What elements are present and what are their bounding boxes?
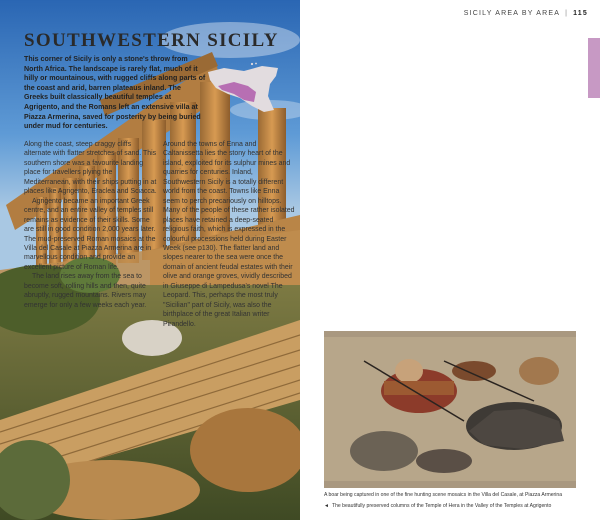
body-column-left [24, 140, 157, 310]
running-head-divider: | [565, 10, 569, 17]
photo-caption [324, 503, 594, 509]
boar-hunt-mosaic [324, 331, 576, 488]
island-dot [255, 63, 257, 65]
body-paragraph: Around the towns of Enna and Caltanissetta lies the stony heart of the island, exploited for its sulphur mines and quarries for centuries. Inland, Southwestern Sicily is a totally different world from the coast. Towns like Enna seem to perch precariously on hilltops. Many of the people of these rather isolated places have retained a deep-seated religious faith, which is expressed in the colourful processions held during Easter Week (see p130). The flatter land and slopes nearer to the sea were once the domain of ancient feudal estates with their olive and orange groves, vividly described in Giuseppe di Lampedusa's novel The Leopard. This, perhaps the most truly "Sicilian" part of Sicily, was also the birthplace of the great Italian writer Pirandello. [163, 141, 295, 328]
aeolian-islands [251, 63, 253, 65]
left-arrow-icon: ◄ [324, 503, 329, 509]
page-title: SOUTHWESTERN SICILY [24, 30, 279, 51]
intro-paragraph: This corner of Sicily is only a stone's throw from North Africa. The landscape is rarely flat, much of it hilly or mountainous, with rugged cliffs along parts of the coast and arid, barren plateaus inland. The Greeks built classically beautiful temples at Agrigento, and the Romans left an extensive villa at Piazza Armerina, saved for posterity by being buried under mud for centuries. [24, 55, 206, 131]
page-number: 115 [573, 10, 588, 17]
body-column-right [163, 140, 296, 329]
sicily-locator-map [204, 62, 284, 127]
photo-caption-text: The beautifully preserved columns of the Temple of Hera in the Valley of the Temples at Agrigento [331, 503, 552, 509]
section-color-tab [588, 38, 600, 98]
body-paragraph: Along the coast, steep craggy cliffs alternate with flatter stretches of sand. This southern shore was a favourite landing place for travellers plying the Mediterranean, with their ships putting in at places like Agrigento, Eraclea and Sciacca. [24, 141, 157, 196]
body-paragraph: Agrigento became an important Greek centre, and an entire valley of temples still remains as evidence of their skills. Some are still in good condition 2,000 years later. The mud-preserved Roman mosaics at the Villa del Casale at Piazza Armerina are in marvellous condition and provide an excellent picture of Roman life. [24, 197, 156, 271]
mosaic-illustration [324, 331, 576, 488]
body-paragraph: The land rises away from the sea to become soft, rolling hills and then, quite abruptly, rugged mountains. Rivers may emerge for only a few weeks each year. [24, 273, 147, 309]
section-name: SICILY AREA BY AREA [463, 10, 561, 17]
mosaic-caption: A boar being captured in one of the fine hunting scene mosaics in the Villa del Casale, at Piazza Armerina [324, 492, 563, 498]
running-head [464, 10, 588, 17]
